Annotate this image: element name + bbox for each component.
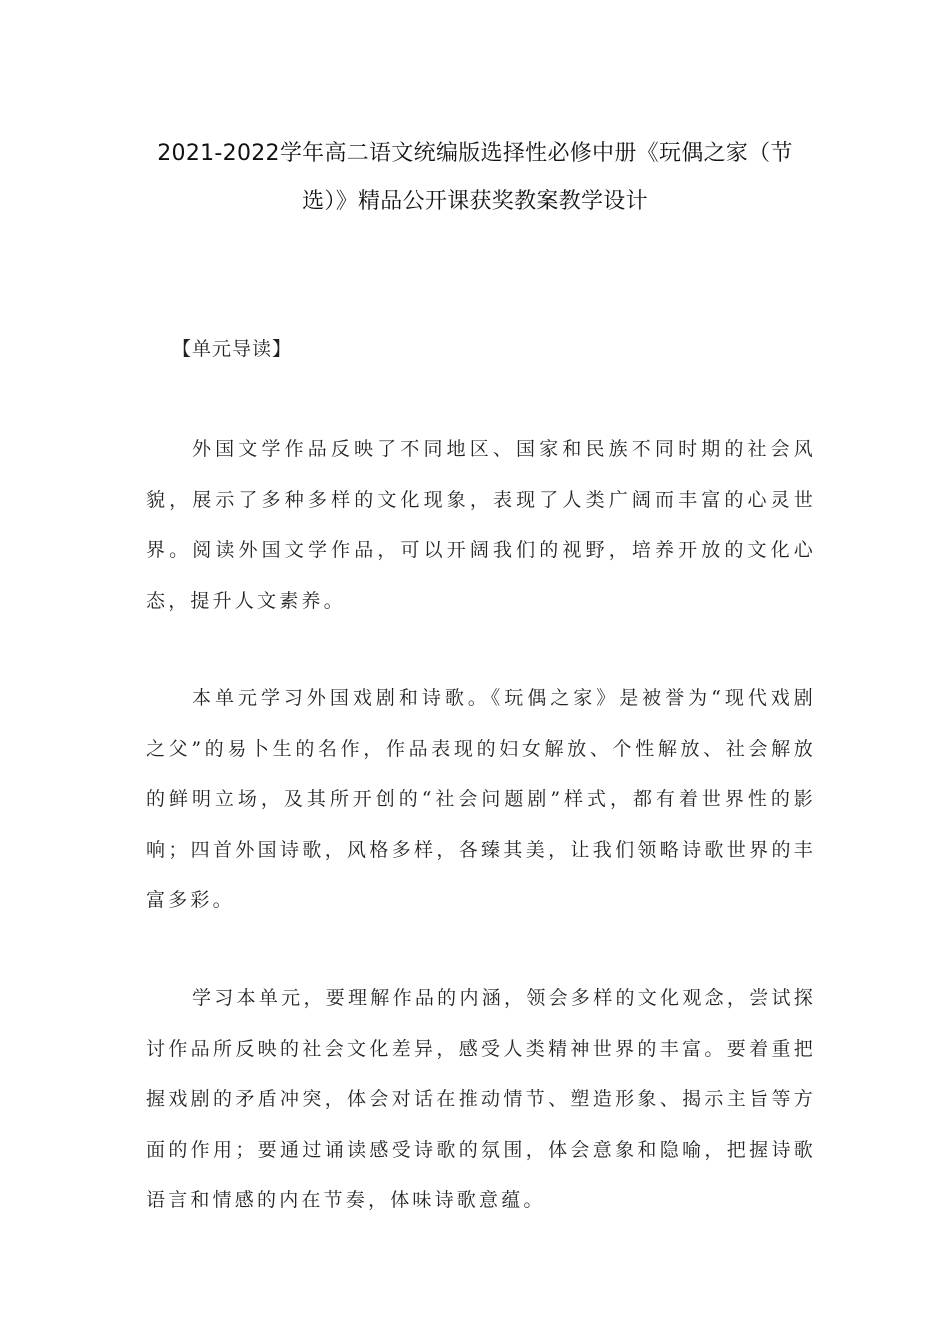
paragraph-1: 外国文学作品反映了不同地区、国家和民族不同时期的社会风貌，展示了多种多样的文化现象，表现了人类广阔而丰富的心灵世界。阅读外国文学作品，可以开阔我们的视野，培养开放的文化心态，提升人文素养。 — [146, 438, 816, 612]
title-line-2: 选）》精品公开课获奖教案教学设计 — [302, 189, 648, 214]
title-line-1: 2021-2022学年高二语文统编版选择性必修中册《玩偶之家（节 — [157, 141, 793, 166]
paragraph-3: 学习本单元，要理解作品的内涵，领会多样的文化观念，尝试探讨作品所反映的社会文化差异，感受人类精神世界的丰富。要着重把握戏剧的矛盾冲突，体会对话在推动情节、塑造形象、揭示主旨等方面的作用；要通过诵读感受诗歌的氛围，体会意象和隐喻，把握诗歌语言和情感的内在节奏，体味诗歌意蕴。 — [146, 987, 816, 1211]
paragraph-2: 本单元学习外国戏剧和诗歌。《玩偶之家》是被誉为“现代戏剧之父”的易卜生的名作，作品表现的妇女解放、个性解放、社会解放的鲜明立场，及其所开创的“社会问题剧”样式，都有着世界性的影响；四首外国诗歌，风格多样，各臻其美，让我们领略诗歌世界的丰富多彩。 — [146, 687, 816, 911]
section-heading: 【单元导读】 — [172, 338, 293, 360]
document-title — [140, 130, 810, 226]
